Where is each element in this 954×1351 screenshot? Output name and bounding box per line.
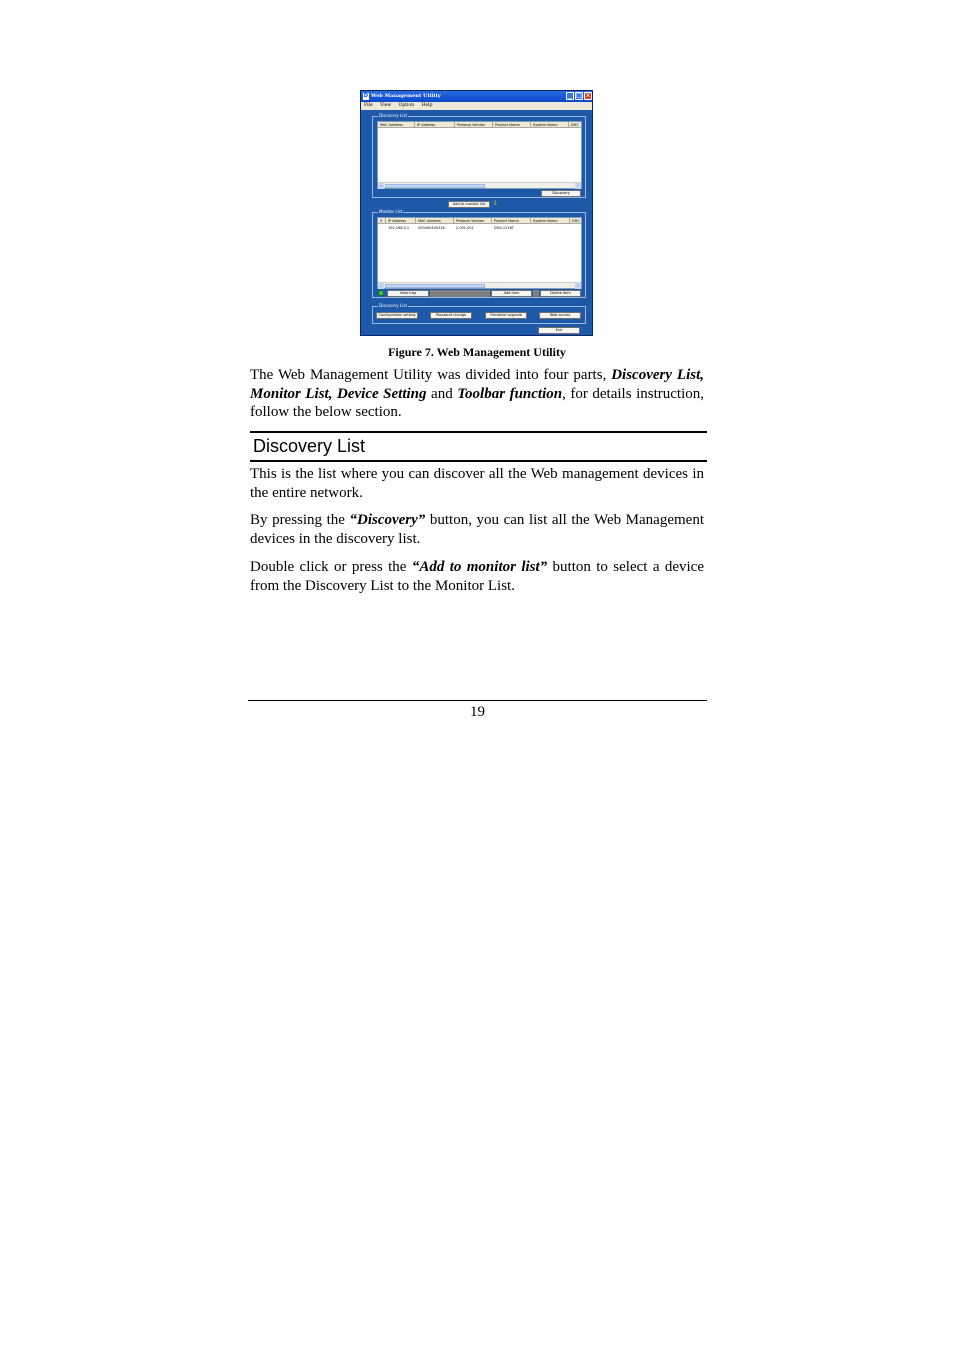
- device-setting-group: [372, 303, 586, 324]
- monitor-list-label: Monitor List: [379, 209, 403, 214]
- exit-button[interactable]: Exit: [538, 327, 580, 334]
- intro-text: The Web Management Utility was divided into four parts,: [250, 367, 612, 383]
- column-header[interactable]: Product Name: [492, 218, 531, 224]
- menu-help[interactable]: Help: [421, 103, 433, 108]
- intro-text: , for details instruction, follow the below section.: [250, 385, 704, 420]
- discovery-button[interactable]: Discovery: [541, 190, 581, 197]
- password-change-button[interactable]: Password change: [430, 312, 472, 319]
- close-icon[interactable]: ×: [585, 92, 591, 99]
- section-title: Discovery List: [253, 436, 366, 456]
- column-header[interactable]: MAC Address: [378, 122, 415, 128]
- minimize-icon[interactable]: _: [566, 92, 574, 100]
- menu-view[interactable]: View: [380, 103, 392, 108]
- window-title: Web Management Utility: [371, 93, 441, 99]
- paragraph-text: button, you can list all the Web Management devices in the discovery list.: [250, 512, 704, 547]
- paragraph-discovery-intro: This is the list where you can discover all the Web management devices in the entire network.: [250, 466, 704, 501]
- scroll-right-icon[interactable]: ›: [575, 183, 581, 189]
- section-heading: [250, 431, 707, 462]
- discovery-horizontal-scrollbar[interactable]: [378, 182, 581, 188]
- monitor-list-group: [372, 209, 586, 298]
- add-to-monitor-term: “Add to monitor list”: [411, 559, 548, 575]
- discovery-list-header: [378, 122, 581, 128]
- row-mac: 000400405316: [418, 226, 445, 230]
- view-trap-button[interactable]: View trap: [387, 290, 429, 297]
- footer-rule: [248, 700, 707, 701]
- column-header[interactable]: System Name: [531, 122, 569, 128]
- paragraph-text: Double click or press the: [250, 559, 412, 575]
- column-header[interactable]: DHC: [571, 123, 579, 127]
- scroll-thumb[interactable]: [385, 284, 485, 288]
- row-protocol: 2.001.001: [456, 226, 474, 230]
- column-header[interactable]: Protocol Version: [454, 218, 492, 224]
- window-titlebar: [361, 91, 592, 102]
- discovery-list-group: [372, 113, 586, 198]
- monitor-list-header: [378, 218, 581, 224]
- paragraph-text: By pressing the: [250, 512, 350, 528]
- status-indicator-icon: [378, 290, 384, 296]
- figure-caption: Figure 7. Web Management Utility: [388, 345, 566, 359]
- discovery-list-label: Discovery List: [379, 113, 408, 118]
- monitor-horizontal-scrollbar[interactable]: [378, 282, 581, 288]
- status-bar-separator: [533, 290, 539, 297]
- scroll-thumb[interactable]: [385, 184, 485, 188]
- scroll-right-icon[interactable]: ›: [575, 283, 581, 289]
- column-header[interactable]: IP Address: [386, 218, 416, 224]
- add-to-monitor-list-button[interactable]: Add to monitor list: [448, 201, 490, 208]
- discovery-list-table[interactable]: [377, 121, 582, 189]
- column-header[interactable]: IP Address: [415, 122, 455, 128]
- page-number: 19: [470, 704, 485, 720]
- row-ip: 192.168.0.1: [388, 226, 410, 230]
- arrow-down-icon: ⇩: [493, 200, 499, 207]
- scroll-left-icon[interactable]: ‹: [378, 283, 384, 289]
- paragraph-discovery-button: [250, 511, 704, 548]
- web-management-utility-screenshot: [360, 90, 593, 336]
- app-icon: D: [363, 93, 369, 99]
- monitor-list-table[interactable]: [377, 217, 582, 289]
- delete-item-button[interactable]: Delete item: [540, 290, 581, 297]
- paragraph-add-monitor: [250, 558, 704, 595]
- column-header[interactable]: MAC Address: [416, 218, 454, 224]
- add-item-button[interactable]: Add item: [491, 290, 532, 297]
- maximize-icon[interactable]: □: [576, 92, 582, 99]
- column-header[interactable]: Protocol Version: [455, 122, 493, 128]
- menu-bar: [361, 102, 592, 110]
- column-header[interactable]: S: [378, 218, 386, 224]
- paragraph-text: button to select a device from the Discovery List to the Monitor List.: [250, 559, 704, 594]
- configuration-setting-button[interactable]: Configuration setting: [376, 312, 418, 319]
- column-header[interactable]: System Name: [531, 218, 570, 224]
- column-header[interactable]: DHC: [572, 219, 580, 223]
- discovery-term: “Discovery”: [349, 512, 426, 528]
- scroll-left-icon[interactable]: ‹: [378, 183, 384, 189]
- device-setting-label: Discovery List: [379, 303, 408, 308]
- intro-paragraph: [250, 366, 704, 422]
- column-header[interactable]: Product Name: [493, 122, 531, 128]
- intro-toolbar: Toolbar function: [457, 385, 563, 402]
- row-product: DGS-1216T: [494, 226, 514, 230]
- firmware-upgrade-button[interactable]: Firmware upgrade: [485, 312, 527, 319]
- intro-text: and: [426, 385, 458, 402]
- menu-option[interactable]: Option: [398, 103, 415, 108]
- intro-parts: Discovery List, Monitor List, Device Setting: [250, 367, 704, 402]
- web-access-button[interactable]: Web access: [539, 312, 581, 319]
- status-bar: [430, 290, 490, 297]
- menu-file[interactable]: File: [364, 103, 373, 108]
